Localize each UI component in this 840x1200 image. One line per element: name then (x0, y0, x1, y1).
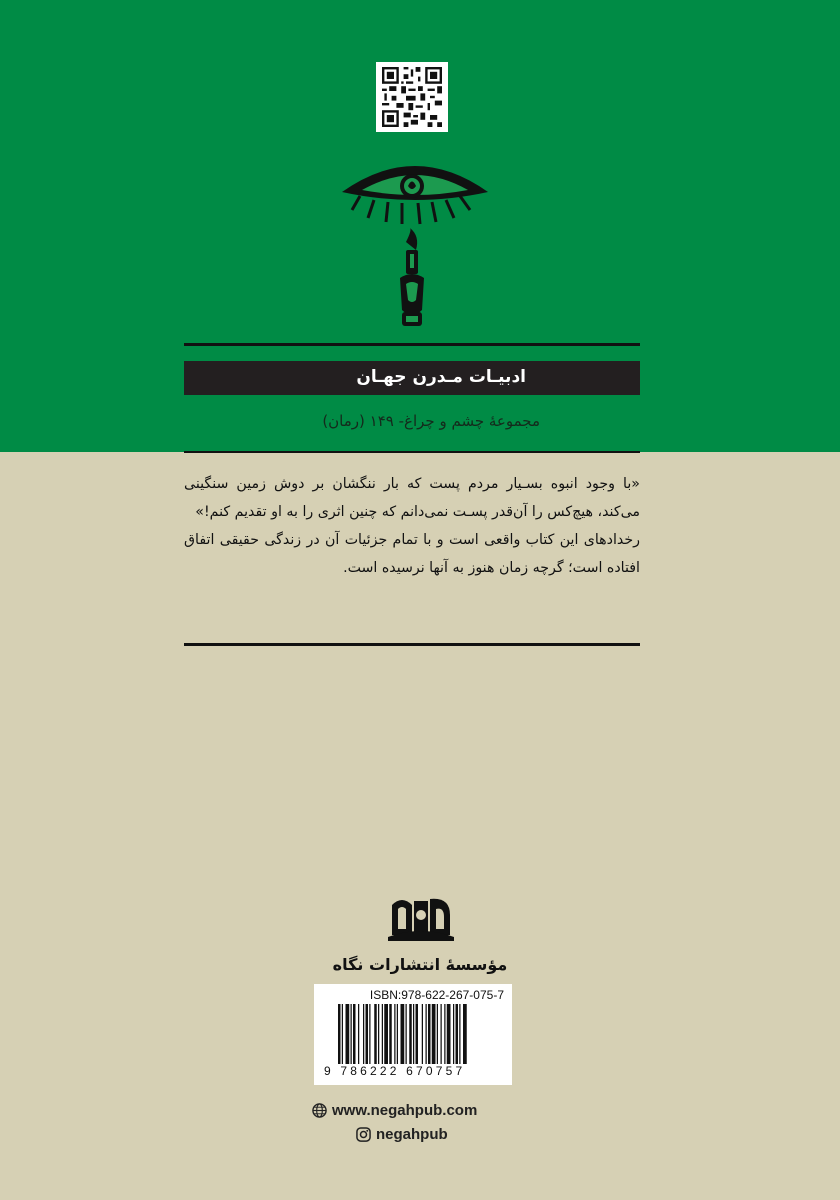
barcode-bar (428, 1004, 431, 1064)
barcode-bar (447, 1004, 451, 1064)
barcode-bar (394, 1004, 395, 1064)
qr-code[interactable] (376, 62, 448, 132)
blurb-description: رخدادهای این کتاب واقعی است و با تمام جزئیات آن در زندگی حقیقی اتفاق افتاده است؛ گرچه زمان هنوز به آنها نرسیده است. (184, 532, 640, 576)
eye-icon (342, 166, 488, 224)
barcode-bar (409, 1004, 412, 1064)
barcode-bar (384, 1004, 388, 1064)
barcode-bar (437, 1004, 438, 1064)
barcode-bar (366, 1004, 369, 1064)
collection-line: مجموعهٔ چشم و چراغ- ۱۴۹ (رمان) (322, 412, 540, 430)
blurb-quote: «با وجود انبوه بسـیار مردم پست که بار ننگشان بر دوش زمین سنگینی می‌کند، هیچ‌کس را آن‌قدر پسـت نمی‌دانم که چنین اثری را به او تقدیم کنم!» (184, 476, 640, 520)
instagram-link[interactable] (356, 1125, 448, 1143)
barcode-bar (422, 1004, 423, 1064)
barcode-bar (426, 1004, 427, 1064)
barcode-bar (406, 1004, 407, 1064)
isbn-barcode (314, 984, 512, 1085)
barcode-bar (358, 1004, 359, 1064)
publisher-logo (388, 895, 454, 941)
barcode-bar (456, 1004, 459, 1064)
qr-code-icon (381, 67, 443, 127)
barcode-bar (338, 1004, 341, 1064)
barcode-bar (351, 1004, 352, 1064)
eye-and-lamp-emblem (340, 150, 490, 340)
instagram-icon (356, 1127, 371, 1142)
barcode-bar (353, 1004, 356, 1064)
barcode-bar (432, 1004, 436, 1064)
barcode-bar (342, 1004, 343, 1064)
barcode-bar (378, 1004, 379, 1064)
barcode-bar (346, 1004, 350, 1064)
barcode-bar (369, 1004, 370, 1064)
website-text: www.negahpub.com (332, 1101, 478, 1119)
barcode-bars (338, 1004, 506, 1064)
lamp-icon (400, 228, 424, 326)
website-link[interactable] (312, 1101, 477, 1119)
barcode-bar (401, 1004, 405, 1064)
barcode-bar (389, 1004, 392, 1064)
isbn-label: ISBN:978-622-267-075-7 (369, 988, 504, 1002)
divider-top (184, 343, 640, 346)
barcode-bar (363, 1004, 364, 1064)
divider-band-edge (184, 451, 640, 453)
barcode-bar (459, 1004, 460, 1064)
barcode-bar (374, 1004, 377, 1064)
instagram-text: negahpub (376, 1125, 448, 1143)
barcode-digits: 9 786222 670757 (324, 1064, 466, 1078)
barcode-bar (416, 1004, 419, 1064)
divider-bottom (184, 643, 640, 646)
barcode-bar (382, 1004, 383, 1064)
barcode-bar (441, 1004, 442, 1064)
globe-icon (312, 1103, 327, 1118)
barcode-bar (444, 1004, 445, 1064)
barcode-bar (453, 1004, 454, 1064)
barcode-bar (413, 1004, 414, 1064)
publisher-name: مؤسسهٔ انتشارات نگاه (332, 955, 508, 974)
barcode-bar (463, 1004, 467, 1064)
series-title-bar: ادبیـات مـدرن جهـان (184, 361, 640, 395)
barcode-bar (397, 1004, 398, 1064)
back-cover-blurb (184, 470, 640, 582)
